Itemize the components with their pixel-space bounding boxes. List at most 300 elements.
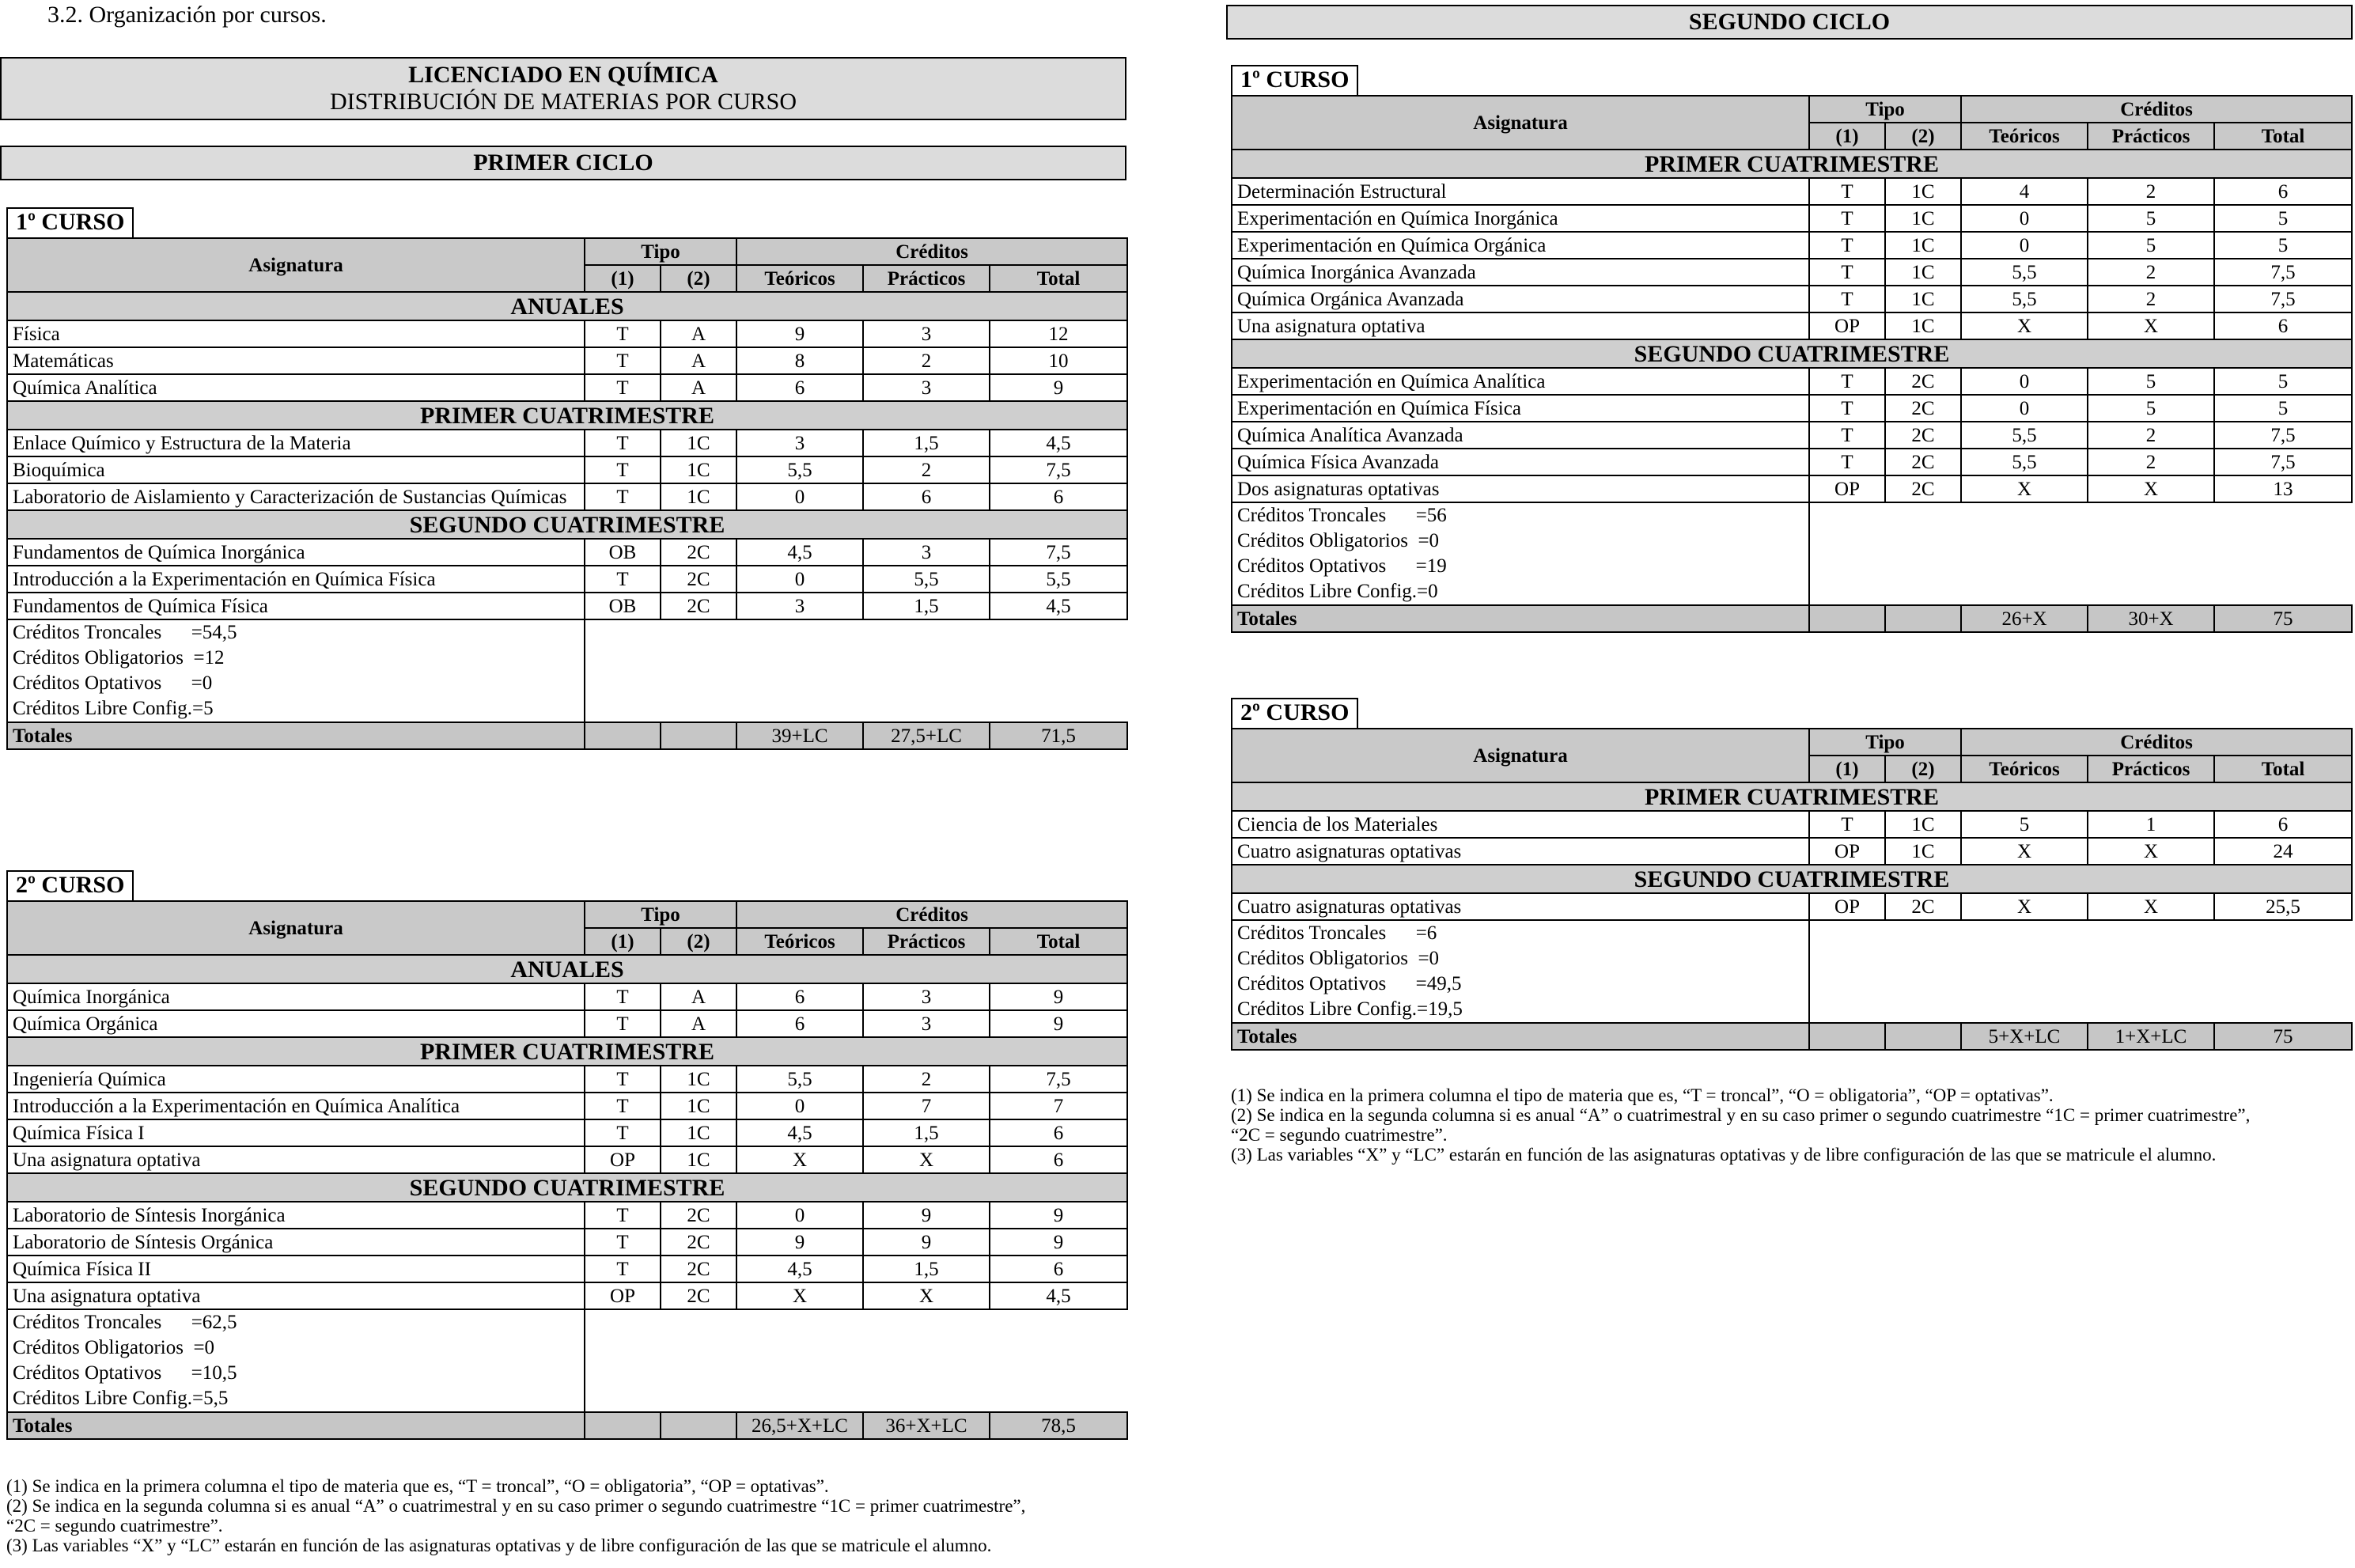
course-table-sc2 bbox=[1231, 728, 2353, 1051]
footnote-line: “2C = segundo cuatrimestre”. bbox=[6, 1516, 223, 1536]
tipo-2-cell: 2C bbox=[1885, 475, 1961, 502]
credits-summary-line: Créditos Libre Config.=0 bbox=[1232, 579, 1809, 605]
teoricos-cell: 4,5 bbox=[736, 1119, 863, 1146]
total-cell: 5 bbox=[2214, 205, 2352, 232]
course-label-pc2: 2º CURSO bbox=[6, 870, 134, 900]
summary-blank bbox=[1809, 997, 2352, 1023]
total-cell: 9 bbox=[990, 1010, 1127, 1037]
subject-cell: Laboratorio de Síntesis Inorgánica bbox=[7, 1202, 585, 1229]
subject-cell: Una asignatura optativa bbox=[1232, 312, 1809, 339]
tipo-2-cell: 2C bbox=[1885, 395, 1961, 422]
tipo-2-cell: 2C bbox=[661, 539, 736, 566]
tipo-2-cell: 1C bbox=[1885, 178, 1961, 205]
practicos-cell: 2 bbox=[2088, 422, 2214, 449]
tipo-2-cell: 2C bbox=[661, 1282, 736, 1309]
credits-summary-row bbox=[1232, 920, 2352, 946]
tipo-1-cell: T bbox=[585, 1229, 661, 1256]
section-band-label: SEGUNDO CUATRIMESTRE bbox=[7, 510, 1127, 539]
tipo-1-cell: T bbox=[1809, 259, 1885, 286]
subject-cell: Bioquímica bbox=[7, 456, 585, 483]
table-row bbox=[7, 539, 1127, 566]
tipo-2-cell: 2C bbox=[1885, 893, 1961, 920]
header-teoricos: Teóricos bbox=[736, 928, 863, 955]
tipo-2-cell: 1C bbox=[1885, 838, 1961, 865]
total-cell: 4,5 bbox=[990, 1282, 1127, 1309]
practicos-cell: 5 bbox=[2088, 368, 2214, 395]
header-creditos: Créditos bbox=[736, 238, 1127, 265]
subject-cell: Introducción a la Experimentación en Química Física bbox=[7, 566, 585, 593]
section-band-primer-cuatrimestre bbox=[1232, 150, 2352, 178]
subject-cell: Experimentación en Química Analítica bbox=[1232, 368, 1809, 395]
section-band-segundo-cuatrimestre bbox=[1232, 339, 2352, 368]
header-asignatura: Asignatura bbox=[7, 901, 585, 955]
primer-ciclo-banner bbox=[0, 146, 1126, 180]
practicos-cell: 1,5 bbox=[863, 430, 990, 456]
degree-title: LICENCIADO EN QUÍMICA bbox=[408, 62, 718, 88]
teoricos-cell: 9 bbox=[736, 1229, 863, 1256]
header-total: Total bbox=[990, 928, 1127, 955]
practicos-cell: 2 bbox=[2088, 259, 2214, 286]
total-cell: 7,5 bbox=[990, 1066, 1127, 1093]
table-row bbox=[7, 1229, 1127, 1256]
total-cell: 7,5 bbox=[2214, 449, 2352, 475]
header-col1: (1) bbox=[1809, 756, 1885, 782]
credits-summary-line: Créditos Optativos =0 bbox=[7, 671, 585, 696]
practicos-cell: 5 bbox=[2088, 205, 2214, 232]
tipo-1-cell: T bbox=[585, 320, 661, 347]
tipo-1-cell: T bbox=[1809, 449, 1885, 475]
totals-teoricos: 26,5+X+LC bbox=[736, 1412, 863, 1439]
totals-total: 78,5 bbox=[990, 1412, 1127, 1439]
practicos-cell: 3 bbox=[863, 539, 990, 566]
tipo-2-cell: 2C bbox=[661, 1229, 736, 1256]
total-cell: 9 bbox=[990, 1229, 1127, 1256]
credits-summary-row bbox=[7, 646, 1127, 671]
subject-cell: Experimentación en Química Inorgánica bbox=[1232, 205, 1809, 232]
subject-cell: Química Orgánica bbox=[7, 1010, 585, 1037]
table-row bbox=[1232, 312, 2352, 339]
header-teoricos: Teóricos bbox=[1961, 756, 2088, 782]
tipo-1-cell: T bbox=[585, 1119, 661, 1146]
course-table-pc2 bbox=[6, 900, 1128, 1440]
teoricos-cell: X bbox=[1961, 475, 2088, 502]
total-cell: 4,5 bbox=[990, 430, 1127, 456]
course-label-pc1: 1º CURSO bbox=[6, 207, 134, 237]
teoricos-cell: 8 bbox=[736, 347, 863, 374]
credits-summary-line: Créditos Libre Config.=19,5 bbox=[1232, 997, 1809, 1023]
total-cell: 6 bbox=[990, 483, 1127, 510]
subject-cell: Química Física I bbox=[7, 1119, 585, 1146]
teoricos-cell: 4 bbox=[1961, 178, 2088, 205]
credits-summary-line: Créditos Troncales =54,5 bbox=[7, 619, 585, 646]
total-cell: 9 bbox=[990, 983, 1127, 1010]
segundo-ciclo-banner bbox=[1226, 5, 2353, 40]
distribution-subtitle: DISTRIBUCIÓN DE MATERIAS POR CURSO bbox=[329, 89, 797, 115]
course-table-sc1 bbox=[1231, 95, 2353, 633]
table-row bbox=[1232, 811, 2352, 838]
tipo-1-cell: OP bbox=[585, 1146, 661, 1173]
summary-blank bbox=[1809, 528, 2352, 554]
section-heading: 3.2. Organización por cursos. bbox=[47, 2, 327, 28]
teoricos-cell: 0 bbox=[1961, 232, 2088, 259]
table-row bbox=[7, 483, 1127, 510]
tipo-1-cell: OP bbox=[1809, 838, 1885, 865]
credits-summary-line: Créditos Optativos =10,5 bbox=[7, 1361, 585, 1386]
total-cell: 6 bbox=[990, 1119, 1127, 1146]
credits-summary-row bbox=[1232, 579, 2352, 605]
table-header-row bbox=[1232, 729, 2352, 756]
totals-practicos: 1+X+LC bbox=[2088, 1023, 2214, 1050]
header-practicos: Prácticos bbox=[2088, 756, 2214, 782]
practicos-cell: X bbox=[2088, 838, 2214, 865]
table-header-row bbox=[7, 901, 1127, 928]
table-row bbox=[7, 430, 1127, 456]
table-row bbox=[7, 983, 1127, 1010]
tipo-1-cell: T bbox=[585, 374, 661, 401]
practicos-cell: X bbox=[2088, 475, 2214, 502]
credits-summary-row bbox=[1232, 997, 2352, 1023]
teoricos-cell: X bbox=[1961, 838, 2088, 865]
tipo-2-cell: 1C bbox=[661, 430, 736, 456]
credits-summary-line: Créditos Troncales =6 bbox=[1232, 920, 1809, 946]
section-band-label: ANUALES bbox=[7, 955, 1127, 983]
totals-practicos: 36+X+LC bbox=[863, 1412, 990, 1439]
header-asignatura: Asignatura bbox=[1232, 96, 1809, 150]
tipo-2-cell: A bbox=[661, 1010, 736, 1037]
practicos-cell: X bbox=[863, 1282, 990, 1309]
tipo-2-cell: 2C bbox=[661, 593, 736, 619]
header-asignatura: Asignatura bbox=[1232, 729, 1809, 782]
tipo-1-cell: T bbox=[585, 1256, 661, 1282]
section-band-segundo-cuatrimestre bbox=[7, 1173, 1127, 1202]
header-col1: (1) bbox=[585, 928, 661, 955]
tipo-2-cell: 2C bbox=[1885, 449, 1961, 475]
practicos-cell: 7 bbox=[863, 1093, 990, 1119]
totals-blank-2 bbox=[661, 722, 736, 749]
totals-practicos: 27,5+LC bbox=[863, 722, 990, 749]
credits-summary-row bbox=[1232, 502, 2352, 528]
teoricos-cell: 6 bbox=[736, 374, 863, 401]
total-cell: 6 bbox=[990, 1256, 1127, 1282]
total-cell: 12 bbox=[990, 320, 1127, 347]
credits-summary-line: Créditos Troncales =62,5 bbox=[7, 1309, 585, 1335]
header-teoricos: Teóricos bbox=[736, 265, 863, 292]
total-cell: 13 bbox=[2214, 475, 2352, 502]
credits-summary-row bbox=[7, 1335, 1127, 1361]
teoricos-cell: 3 bbox=[736, 430, 863, 456]
table-row bbox=[7, 374, 1127, 401]
tipo-1-cell: T bbox=[1809, 395, 1885, 422]
section-band-label: ANUALES bbox=[7, 292, 1127, 320]
header-col2: (2) bbox=[1885, 756, 1961, 782]
totals-teoricos: 39+LC bbox=[736, 722, 863, 749]
tipo-1-cell: OP bbox=[1809, 475, 1885, 502]
practicos-cell: 2 bbox=[2088, 449, 2214, 475]
credits-summary-row bbox=[7, 1361, 1127, 1386]
total-cell: 24 bbox=[2214, 838, 2352, 865]
section-band-primer-cuatrimestre bbox=[7, 401, 1127, 430]
header-col2: (2) bbox=[661, 928, 736, 955]
tipo-1-cell: T bbox=[1809, 368, 1885, 395]
teoricos-cell: X bbox=[1961, 893, 2088, 920]
table-row bbox=[7, 1256, 1127, 1282]
header-creditos: Créditos bbox=[736, 901, 1127, 928]
table-row bbox=[7, 1282, 1127, 1309]
total-cell: 5,5 bbox=[990, 566, 1127, 593]
subject-cell: Laboratorio de Síntesis Orgánica bbox=[7, 1229, 585, 1256]
degree-title-banner bbox=[0, 57, 1126, 120]
tipo-2-cell: 1C bbox=[1885, 205, 1961, 232]
section-band-segundo-cuatrimestre bbox=[1232, 865, 2352, 893]
totals-label: Totales bbox=[7, 1412, 585, 1439]
teoricos-cell: 0 bbox=[736, 1093, 863, 1119]
tipo-2-cell: A bbox=[661, 374, 736, 401]
table-row bbox=[1232, 449, 2352, 475]
tipo-2-cell: 1C bbox=[661, 1066, 736, 1093]
summary-blank bbox=[1809, 946, 2352, 971]
total-cell: 7,5 bbox=[990, 539, 1127, 566]
totals-blank-2 bbox=[1885, 605, 1961, 632]
table-row bbox=[7, 1202, 1127, 1229]
teoricos-cell: 6 bbox=[736, 983, 863, 1010]
header-creditos: Créditos bbox=[1961, 729, 2352, 756]
practicos-cell: 5,5 bbox=[863, 566, 990, 593]
header-col2: (2) bbox=[1885, 123, 1961, 150]
section-band-primer-cuatrimestre bbox=[1232, 782, 2352, 811]
practicos-cell: 2 bbox=[2088, 286, 2214, 312]
subject-cell: Fundamentos de Química Física bbox=[7, 593, 585, 619]
table-row bbox=[1232, 368, 2352, 395]
total-cell: 7 bbox=[990, 1093, 1127, 1119]
credits-summary-row bbox=[7, 1309, 1127, 1335]
totals-total: 75 bbox=[2214, 605, 2352, 632]
header-asignatura: Asignatura bbox=[7, 238, 585, 292]
practicos-cell: 3 bbox=[863, 374, 990, 401]
table-row bbox=[1232, 422, 2352, 449]
totals-row bbox=[7, 722, 1127, 749]
teoricos-cell: X bbox=[1961, 312, 2088, 339]
footnote-line: (1) Se indica en la primera columna el tipo de materia que es, “T = troncal”, “O = obligatoria”, “OP = optativas”. bbox=[1231, 1085, 2054, 1105]
teoricos-cell: 0 bbox=[1961, 205, 2088, 232]
table-row bbox=[1232, 178, 2352, 205]
practicos-cell: X bbox=[2088, 312, 2214, 339]
tipo-1-cell: OP bbox=[585, 1282, 661, 1309]
practicos-cell: 6 bbox=[863, 483, 990, 510]
table-row bbox=[7, 566, 1127, 593]
total-cell: 25,5 bbox=[2214, 893, 2352, 920]
subject-cell: Introducción a la Experimentación en Química Analítica bbox=[7, 1093, 585, 1119]
credits-summary-row bbox=[1232, 971, 2352, 997]
credits-summary-line: Créditos Obligatorios =0 bbox=[1232, 946, 1809, 971]
tipo-1-cell: OP bbox=[1809, 312, 1885, 339]
tipo-2-cell: 2C bbox=[1885, 368, 1961, 395]
table-row bbox=[1232, 893, 2352, 920]
subject-cell: Experimentación en Química Orgánica bbox=[1232, 232, 1809, 259]
total-cell: 5 bbox=[2214, 368, 2352, 395]
tipo-2-cell: 1C bbox=[1885, 259, 1961, 286]
table-row bbox=[7, 593, 1127, 619]
summary-blank bbox=[585, 1386, 1127, 1412]
table-row bbox=[7, 1093, 1127, 1119]
tipo-2-cell: 2C bbox=[661, 1256, 736, 1282]
table-header-row bbox=[1232, 96, 2352, 123]
segundo-ciclo-title: SEGUNDO CICLO bbox=[1688, 9, 1891, 35]
tipo-2-cell: 1C bbox=[661, 1119, 736, 1146]
total-cell: 7,5 bbox=[990, 456, 1127, 483]
tipo-1-cell: T bbox=[585, 1066, 661, 1093]
table-row bbox=[7, 1010, 1127, 1037]
credits-summary-line: Créditos Obligatorios =12 bbox=[7, 646, 585, 671]
header-practicos: Prácticos bbox=[2088, 123, 2214, 150]
practicos-cell: 2 bbox=[2088, 178, 2214, 205]
summary-blank bbox=[1809, 579, 2352, 605]
section-band-primer-cuatrimestre bbox=[7, 1037, 1127, 1066]
teoricos-cell: 0 bbox=[736, 566, 863, 593]
header-col2: (2) bbox=[661, 265, 736, 292]
table-row bbox=[7, 1119, 1127, 1146]
teoricos-cell: 5,5 bbox=[736, 1066, 863, 1093]
header-creditos: Créditos bbox=[1961, 96, 2352, 123]
subject-cell: Experimentación en Química Física bbox=[1232, 395, 1809, 422]
totals-blank-2 bbox=[661, 1412, 736, 1439]
total-cell: 6 bbox=[990, 1146, 1127, 1173]
course-label-sc1: 1º CURSO bbox=[1231, 65, 1358, 95]
credits-summary-line: Créditos Libre Config.=5,5 bbox=[7, 1386, 585, 1412]
teoricos-cell: 5,5 bbox=[1961, 259, 2088, 286]
tipo-1-cell: T bbox=[1809, 232, 1885, 259]
teoricos-cell: 9 bbox=[736, 320, 863, 347]
practicos-cell: 2 bbox=[863, 1066, 990, 1093]
credits-summary-row bbox=[7, 619, 1127, 646]
course-label-sc2: 2º CURSO bbox=[1231, 698, 1358, 728]
practicos-cell: 5 bbox=[2088, 232, 2214, 259]
table-row bbox=[7, 1066, 1127, 1093]
tipo-2-cell: 1C bbox=[661, 1093, 736, 1119]
totals-blank-1 bbox=[585, 1412, 661, 1439]
totals-blank-1 bbox=[1809, 605, 1885, 632]
section-band-anuales bbox=[7, 292, 1127, 320]
tipo-1-cell: T bbox=[585, 1202, 661, 1229]
subject-cell: Una asignatura optativa bbox=[7, 1282, 585, 1309]
subject-cell: Una asignatura optativa bbox=[7, 1146, 585, 1173]
totals-total: 71,5 bbox=[990, 722, 1127, 749]
total-cell: 7,5 bbox=[2214, 422, 2352, 449]
tipo-2-cell: 1C bbox=[661, 483, 736, 510]
totals-label: Totales bbox=[7, 722, 585, 749]
table-row bbox=[1232, 259, 2352, 286]
tipo-2-cell: 2C bbox=[661, 1202, 736, 1229]
tipo-1-cell: T bbox=[585, 430, 661, 456]
course-table-pc1 bbox=[6, 237, 1128, 750]
summary-blank bbox=[585, 1309, 1127, 1335]
header-total: Total bbox=[2214, 123, 2352, 150]
tipo-2-cell: 1C bbox=[1885, 811, 1961, 838]
tipo-1-cell: T bbox=[585, 483, 661, 510]
summary-blank bbox=[585, 619, 1127, 646]
totals-practicos: 30+X bbox=[2088, 605, 2214, 632]
practicos-cell: 9 bbox=[863, 1229, 990, 1256]
section-band-label: PRIMER CUATRIMESTRE bbox=[7, 1037, 1127, 1066]
summary-blank bbox=[1809, 971, 2352, 997]
header-col1: (1) bbox=[1809, 123, 1885, 150]
total-cell: 5 bbox=[2214, 395, 2352, 422]
footnote-line: (2) Se indica en la segunda columna si es anual “A” o cuatrimestral y en su caso primer o segundo cuatrimestre “1C = primer cuatrimestre”, bbox=[1231, 1105, 2251, 1125]
subject-cell: Determinación Estructural bbox=[1232, 178, 1809, 205]
subject-cell: Física bbox=[7, 320, 585, 347]
subject-cell: Dos asignaturas optativas bbox=[1232, 475, 1809, 502]
footnotes-right bbox=[1231, 1085, 2346, 1165]
header-tipo: Tipo bbox=[1809, 96, 1961, 123]
summary-blank bbox=[1809, 920, 2352, 946]
subject-cell: Química Analítica Avanzada bbox=[1232, 422, 1809, 449]
section-band-segundo-cuatrimestre bbox=[7, 510, 1127, 539]
tipo-2-cell: 1C bbox=[661, 456, 736, 483]
totals-blank-1 bbox=[1809, 1023, 1885, 1050]
totals-teoricos: 26+X bbox=[1961, 605, 2088, 632]
total-cell: 9 bbox=[990, 1202, 1127, 1229]
practicos-cell: X bbox=[863, 1146, 990, 1173]
summary-blank bbox=[585, 696, 1127, 722]
totals-label: Totales bbox=[1232, 1023, 1809, 1050]
footnote-line: (1) Se indica en la primera columna el tipo de materia que es, “T = troncal”, “O = obligatoria”, “OP = optativas”. bbox=[6, 1476, 829, 1496]
practicos-cell: 3 bbox=[863, 320, 990, 347]
section-band-anuales bbox=[7, 955, 1127, 983]
teoricos-cell: 0 bbox=[1961, 368, 2088, 395]
totals-row bbox=[1232, 605, 2352, 632]
total-cell: 6 bbox=[2214, 178, 2352, 205]
practicos-cell: 1 bbox=[2088, 811, 2214, 838]
subject-cell: Enlace Químico y Estructura de la Materia bbox=[7, 430, 585, 456]
table-row bbox=[1232, 838, 2352, 865]
teoricos-cell: 3 bbox=[736, 593, 863, 619]
table-row bbox=[7, 1146, 1127, 1173]
table-row bbox=[1232, 395, 2352, 422]
table-row bbox=[7, 347, 1127, 374]
header-total: Total bbox=[990, 265, 1127, 292]
table-row bbox=[1232, 475, 2352, 502]
table-row bbox=[7, 320, 1127, 347]
tipo-2-cell: 2C bbox=[1885, 422, 1961, 449]
subject-cell: Laboratorio de Aislamiento y Caracterización de Sustancias Químicas bbox=[7, 483, 585, 510]
subject-cell: Ciencia de los Materiales bbox=[1232, 811, 1809, 838]
tipo-1-cell: T bbox=[585, 566, 661, 593]
tipo-2-cell: A bbox=[661, 347, 736, 374]
tipo-1-cell: T bbox=[1809, 422, 1885, 449]
header-practicos: Prácticos bbox=[863, 265, 990, 292]
subject-cell: Ingeniería Química bbox=[7, 1066, 585, 1093]
total-cell: 7,5 bbox=[2214, 259, 2352, 286]
practicos-cell: 2 bbox=[863, 347, 990, 374]
totals-total: 75 bbox=[2214, 1023, 2352, 1050]
practicos-cell: 1,5 bbox=[863, 593, 990, 619]
practicos-cell: 5 bbox=[2088, 395, 2214, 422]
subject-cell: Cuatro asignaturas optativas bbox=[1232, 838, 1809, 865]
credits-summary-line: Créditos Optativos =49,5 bbox=[1232, 971, 1809, 997]
total-cell: 7,5 bbox=[2214, 286, 2352, 312]
credits-summary-row bbox=[1232, 946, 2352, 971]
summary-blank bbox=[1809, 554, 2352, 579]
tipo-1-cell: T bbox=[1809, 811, 1885, 838]
subject-cell: Química Física II bbox=[7, 1256, 585, 1282]
header-tipo: Tipo bbox=[585, 901, 736, 928]
section-band-label: SEGUNDO CUATRIMESTRE bbox=[1232, 339, 2352, 368]
tipo-1-cell: T bbox=[585, 347, 661, 374]
total-cell: 9 bbox=[990, 374, 1127, 401]
table-row bbox=[1232, 205, 2352, 232]
tipo-1-cell: T bbox=[585, 456, 661, 483]
table-row bbox=[1232, 286, 2352, 312]
tipo-1-cell: T bbox=[1809, 178, 1885, 205]
